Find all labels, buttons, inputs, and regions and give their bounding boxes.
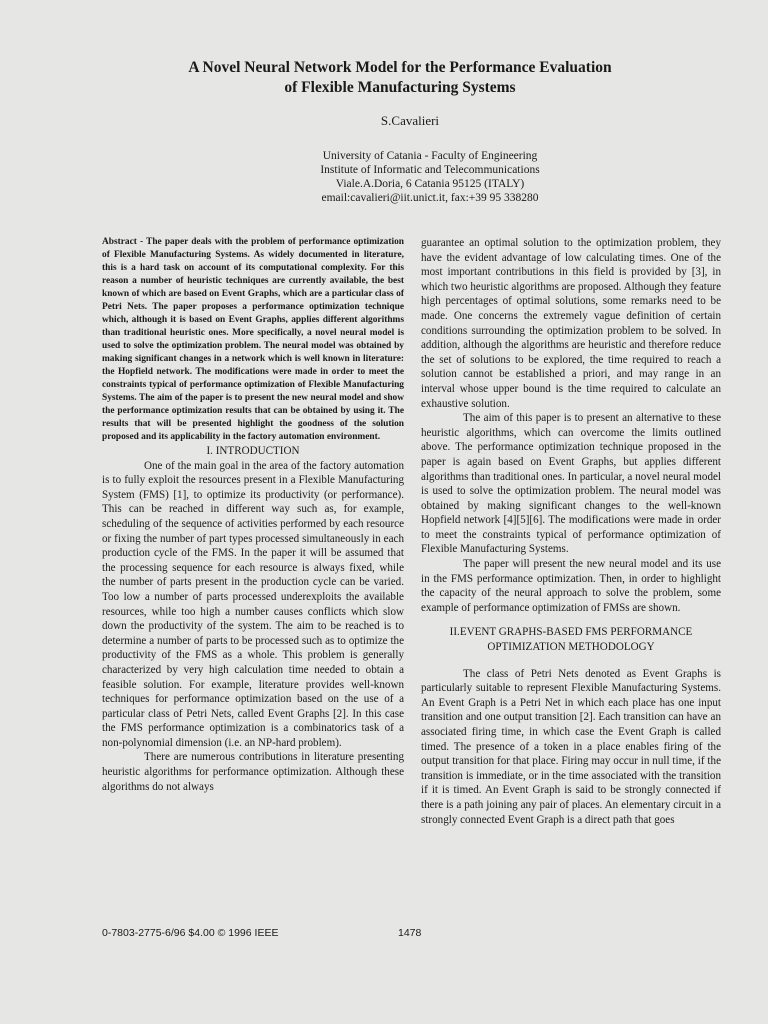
title-line-2: of Flexible Manufacturing Systems bbox=[284, 79, 516, 96]
author-affiliation bbox=[230, 149, 630, 205]
section-1-paragraph: One of the main goal in the area of the factory automation is to fully exploit the resources present in a Flexible Manufacturing System (FMS) [1], to optimize its productivity (or performance). This can be reached in different way such as, for example, scheduling of the sequence of activities performed by each resource or fixing the number of part types processed simultaneously in each production cycle of the FMS. In the paper it will be assumed that the processing sequence for each resource is always fixed, while the number of parts present in the production cycle can be varied. Too low a number of parts processed underexploits the available resources, while too high a number causes conflicts which slow down the productivity of the system. The aim to be reached is to determine a number of parts to be processed such as to optimize the productivity of the FMS as a whole. This problem is generally characterized by very high calculation time needed to obtain a feasible solution. For example, literature provides well-known techniques for performance optimization based on the use of a particular class of Petri Nets, called Event Graphs [2]. In this case the FMS performance optimization is a combinatorics task of a non-polynomial dimension (i.e. an NP-hard problem). bbox=[102, 459, 404, 749]
abstract: Abstract - The paper deals with the problem of performance optimization of Flexible Manufacturing Systems. As widely documented in literature, this is a hard task on account of its computational complexity. For this reason a number of heuristic techniques are currently available, the best known of which are based on Event Graphs, which are a particular class of Petri Nets. The paper proposes a performance optimization technique which, although it is based on Event Graphs, applies different algorithms than traditional heuristic ones. More specifically, a novel neural model is used to solve the optimization problem. The neural model was obtained by making significant changes in a network which is well known in literature: the Hopfield network. The modifications were made in order to meet the constraints typical of performance optimization of Flexible Manufacturing Systems. The aim of the paper is to present the new neural model and show the performance optimization results that can be obtained by using it. The results that will be presented highlight the goodness of the solution proposed and its applicability in the factory automation environment. bbox=[102, 237, 404, 442]
section-2-paragraph: The class of Petri Nets denoted as Event Graphs is particularly suitable to represent Flexible Manufacturing Systems. An Event Graph is a Petri Net in which each place has one input transition and one output transition [2]. Each transition can have an associated firing time, in which case the Event Graph is called timed. The presence of a token in a place enables firing of the output transition for that place. Firing may occur in null time, if the transition is immediate, or in the time associated with the transition if it is timed. An Event Graph is said to be strongly connected if there is a path joining any pair of places. An elementary circuit in a strongly connected Event Graph is a direct path that goes bbox=[421, 667, 721, 826]
author-name: S.Cavalieri bbox=[380, 113, 440, 128]
copyright-footer: 0-7803-2775-6/96 $4.00 © 1996 IEEE bbox=[102, 927, 279, 939]
affiliation-line: University of Catania - Faculty of Engineering bbox=[322, 150, 538, 162]
left-column bbox=[102, 236, 404, 794]
right-column bbox=[421, 236, 721, 827]
section-2-heading bbox=[421, 625, 721, 654]
affiliation-email: email:cavalieri@iit.unict.it, fax:+39 95 338280 bbox=[321, 192, 539, 204]
affiliation-line: Viale.A.Doria, 6 Catania 95125 (ITALY) bbox=[335, 178, 525, 190]
section-1-heading: I. INTRODUCTION bbox=[206, 445, 300, 457]
title-line-1: A Novel Neural Network Model for the Performance Evaluation bbox=[188, 59, 612, 76]
page-number: 1478 bbox=[398, 927, 422, 939]
section-2-heading-line: II.EVENT GRAPHS-BASED FMS PERFORMANCE bbox=[449, 626, 693, 639]
affiliation-line: Institute of Informatic and Telecommunications bbox=[320, 164, 540, 176]
paper-title bbox=[100, 58, 700, 98]
section-2-heading-line: OPTIMIZATION METHODOLOGY bbox=[487, 641, 655, 654]
section-1-paragraph: There are numerous contributions in literature presenting heuristic algorithms for performance optimization. Although these algorithms do not always bbox=[102, 751, 404, 793]
body-paragraph: The aim of this paper is to present an alternative to these heuristic algorithms, which can overcome the limits outlined above. The performance optimization technique proposed in the paper is again based on Event Graphs, but applies different algorithms than traditional ones. In particular, a novel neural model is used to solve the optimization problem. The neural model was obtained by making significant changes to the well-known Hopfield network [4][5][6]. The modifications were made in order to meet the constraints typical of performance optimization of Flexible Manufacturing Systems. bbox=[421, 412, 721, 556]
body-paragraph: guarantee an optimal solution to the optimization problem, they have the evident advantage of low calculating times. One of the most important contributions in this field is provided by [3], in which two heuristic algorithms are proposed. Although they feature high percentages of optimal solutions, some remarks need to be made. One concerns the extremely vague definition of certain conditions surrounding the optimization problem to be solved. In addition, although the algorithms are heuristic and therefore reduce the set of solutions to be explored, the time required to reach a solution cannot be established a priori, and may range in an interval whose upper bound is the time required to calculate an exhaustive solution. bbox=[421, 237, 721, 410]
body-paragraph: The paper will present the new neural model and its use in the FMS performance optimization. Then, in order to highlight the capacity of the neural approach to solve the problem, some example of performance optimization of FMSs are shown. bbox=[421, 558, 721, 614]
